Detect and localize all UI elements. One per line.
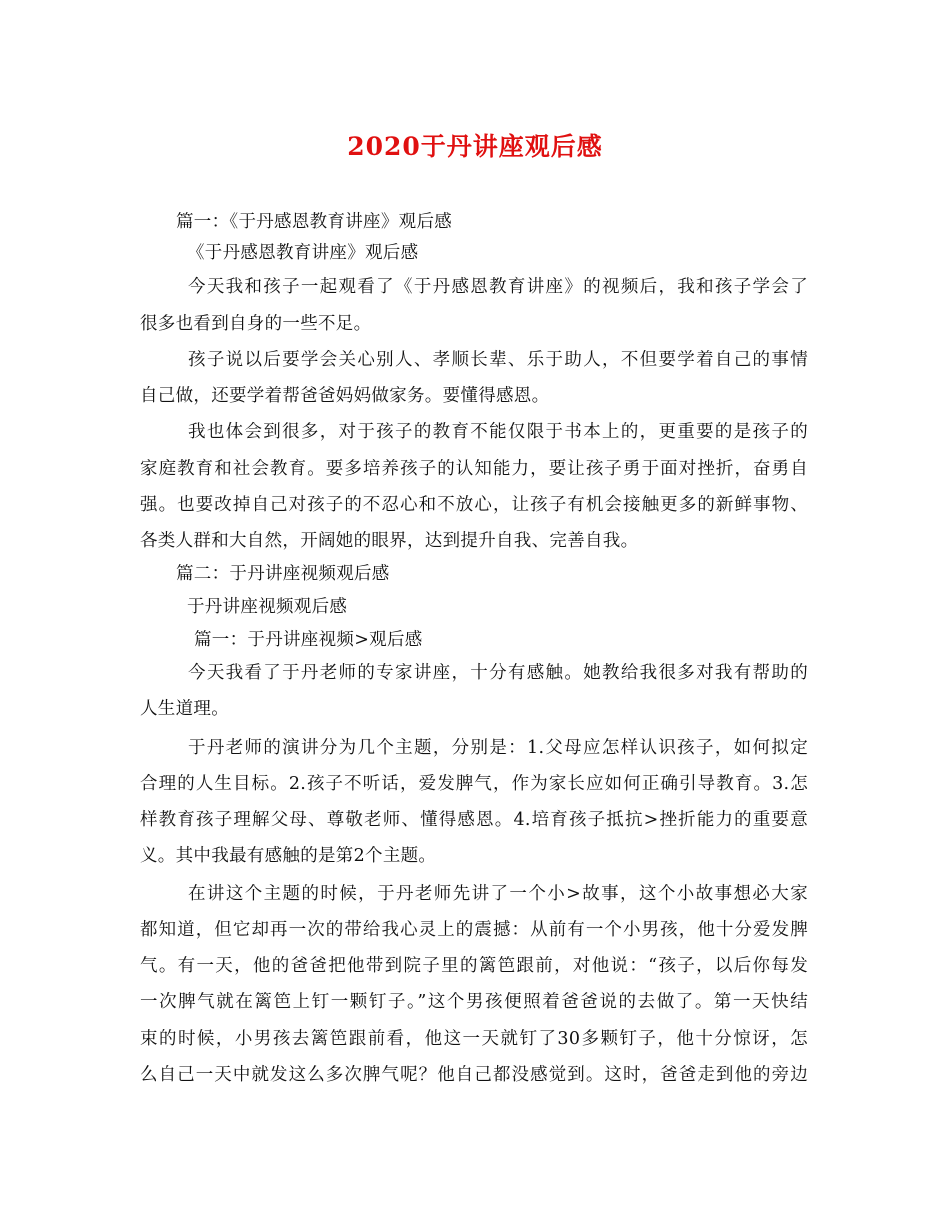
paragraph-line: 人生道理。 [140,699,229,719]
paragraph-line: 气。有一天，他的爸爸把他带到院子里的篱笆跟前，对他说：“孩子，以后你每发 [140,956,808,976]
subheading-part-one: 《于丹感恩教育讲座》观后感 [187,243,419,263]
paragraph-line: 么自己一天中就发这么多次脾气呢？他自己都没感觉到。这时，爸爸走到他的旁边 [140,1065,808,1085]
paragraph-line: 在讲这个主题的时候，于丹老师先讲了一个小>故事，这个小故事想必大家 [188,884,808,904]
paragraph-line: 各类人群和大自然，开阔她的眼界，达到提升自我、完善自我。 [140,531,639,551]
paragraph-line: 义。其中我最有感触的是第2个主题。 [140,846,437,866]
paragraph-line: 都知道，但它却再一次的带给我心灵上的震撼：从前有一个小男孩，他十分爱发脾 [140,920,808,940]
paragraph-line: 样教育孩子理解父母、尊敬老师、懂得感恩。4.培育孩子抵抗>挫折能力的重要意 [140,810,808,830]
subheading-part-two-sub: 篇一：于丹讲座视频>观后感 [194,630,423,650]
paragraph-line: 很多也看到自身的一些不足。 [140,314,372,334]
paragraph-line: 自己做，还要学着帮爸爸妈妈做家务。要懂得感恩。 [140,386,550,406]
paragraph-line: 家庭教育和社会教育。要多培养孩子的认知能力，要让孩子勇于面对挫折，奋勇自 [140,459,808,479]
paragraph-line: 于丹老师的演讲分为几个主题，分别是：1.父母应怎样认识孩子，如何拟定 [188,738,808,758]
paragraph-line: 一次脾气就在篱笆上钉一颗钉子。”这个男孩便照着爸爸说的去做了。第一天快结 [140,992,808,1012]
paragraph-line: 我也体会到很多，对于孩子的教育不能仅限于书本上的，更重要的是孩子的 [188,422,808,442]
heading-part-two: 篇二：于丹讲座视频观后感 [176,564,390,584]
paragraph-line: 孩子说以后要学会关心别人、孝顺长辈、乐于助人，不但要学着自己的事情 [188,350,808,370]
document-title: 2020于丹讲座观后感 [347,132,603,161]
paragraph-line: 束的时候，小男孩去篱笆跟前看，他这一天就钉了30多颗钉子，他十分惊讶，怎 [140,1029,808,1049]
paragraph-line: 合理的人生目标。2.孩子不听话，爱发脾气，作为家长应如何正确引导教育。3.怎 [140,774,808,794]
paragraph-line: 今天我和孩子一起观看了《于丹感恩教育讲座》的视频后，我和孩子学会了 [188,277,808,297]
subheading-part-two: 于丹讲座视频观后感 [187,597,348,617]
paragraph-line: 今天我看了于丹老师的专家讲座，十分有感触。她教给我很多对我有帮助的 [188,663,808,683]
heading-part-one: 篇一：《于丹感恩教育讲座》观后感 [176,212,453,232]
paragraph-line: 强。也要改掉自己对孩子的不忍心和不放心，让孩子有机会接触更多的新鲜事物、 [140,495,808,515]
